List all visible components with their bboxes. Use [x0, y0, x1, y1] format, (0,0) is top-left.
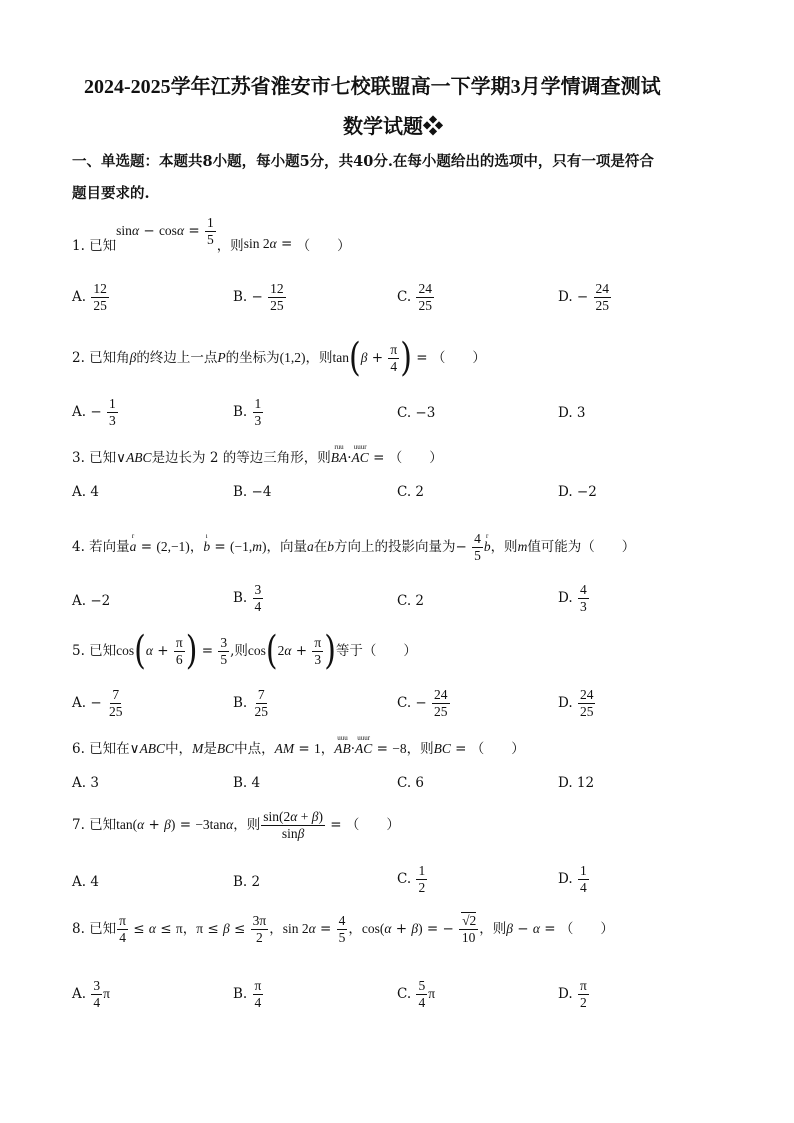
q8-option-c[interactable]: C. $\frac{5}{4}$ π [397, 978, 436, 1011]
q6-option-a[interactable]: A. 3 [72, 775, 99, 791]
question-8: 8. 已知 $\frac{\pi}{4}$ ≤ α ≤ π，π ≤ β ≤ $\frac{3\pi}{2}$ ，sin 2α = $\frac{4}{5}$ ，cos(α + β) = − $\frac{√2}{10}$ ，则β − α = （ ） [72, 913, 614, 946]
section-header-line1: 一、单选题：本题共8小题，每小题5分，共40分.在每小题给出的选项中，只有一项是符合 [72, 153, 654, 170]
q1-option-d[interactable]: D. − $\frac{24}{25}$ [558, 281, 610, 314]
q3-option-b[interactable]: B. −4 [233, 484, 272, 500]
doc-title-line2: 数学试题❖ [343, 116, 443, 138]
q8-option-a[interactable]: A. $\frac{3}{4}$ π [72, 978, 110, 1011]
q8-option-b[interactable]: B. $\frac{\pi}{4}$ [233, 978, 262, 1011]
q4-option-b[interactable]: B. $\frac{3}{4}$ [233, 582, 262, 615]
question-5: 5. 已知cos(α + $\frac{\pi}{6}$ ) = $\frac{3}{5}$ ,则cos(2α + $\frac{\pi}{3}$ )等于（ ） [72, 628, 417, 674]
q1-option-a[interactable]: A. $\frac{12}{25}$ [72, 281, 107, 314]
section-header-line2: 题目要求的. [72, 185, 150, 202]
q8-option-d[interactable]: D. $\frac{\pi}{2}$ [558, 978, 587, 1011]
q4-option-a[interactable]: A. −2 [72, 593, 111, 609]
question-7: 7. 已知tan(α + β) = −3tanα，则 $\frac{\sin(2\alpha + \beta)}{\sin\beta}$ = （ ） [72, 809, 400, 842]
q7-option-a[interactable]: A. 4 [72, 874, 99, 890]
q6-option-b[interactable]: B. 4 [233, 775, 261, 791]
q2-option-d[interactable]: D. 3 [558, 405, 586, 421]
question-2: 2. 已知角β的终边上一点P的坐标为(1,2)，则tan(β + $\frac{\pi}{4}$ ) = （ ） [72, 335, 486, 381]
q3-option-a[interactable]: A. 4 [72, 484, 99, 500]
q5-option-c[interactable]: C. − $\frac{24}{25}$ [397, 687, 448, 720]
doc-title-line1: 2024-2025学年江苏省淮安市七校联盟高一下学期3月学情调查测试 [84, 76, 661, 98]
q6-option-c[interactable]: C. 6 [397, 775, 425, 791]
q4-option-c[interactable]: C. 2 [397, 593, 425, 609]
q2-option-b[interactable]: B. $\frac{1}{3}$ [233, 396, 262, 429]
q7-option-c[interactable]: C. $\frac{1}{2}$ [397, 863, 426, 896]
q1-option-b[interactable]: B. − $\frac{12}{25}$ [233, 281, 284, 314]
q5-option-d[interactable]: D. $\frac{24}{25}$ [558, 687, 594, 720]
q2-option-a[interactable]: A. − $\frac{1}{3}$ [72, 396, 116, 429]
q7-option-b[interactable]: B. 2 [233, 874, 261, 890]
q3-option-c[interactable]: C. 2 [397, 484, 425, 500]
q5-option-b[interactable]: B. $\frac{7}{25}$ [233, 687, 269, 720]
q2-option-c[interactable]: C. −3 [397, 405, 436, 421]
q4-option-d[interactable]: D. $\frac{4}{3}$ [558, 582, 587, 615]
question-1: 1. 已知sinα − cosα = $\frac{1}{5}$ ，则sin 2α = （ ） [72, 215, 351, 254]
q7-option-d[interactable]: D. $\frac{1}{4}$ [558, 863, 587, 896]
question-6: 6. 已知在∨ABC中，M是BC中点，AM = 1， uuu AB· uuur AC = −8，则BC = （ ） [72, 734, 525, 757]
q3-option-d[interactable]: D. −2 [558, 484, 597, 500]
q5-option-a[interactable]: A. − $\frac{7}{25}$ [72, 687, 123, 720]
question-3: 3. 已知∨ABC是边长为 2 的等边三角形，则 ruu BA· uuur AC = （ ） [72, 443, 443, 466]
q6-option-d[interactable]: D. 12 [558, 775, 595, 791]
q1-option-c[interactable]: C. $\frac{24}{25}$ [397, 281, 432, 314]
question-4: 4. 若向量 r a = (2,−1)， ı b = (−1,m)，向量a在b方向上的投影向量为− $\frac{4}{5}$ r b，则m值可能为（ ） [72, 531, 636, 564]
